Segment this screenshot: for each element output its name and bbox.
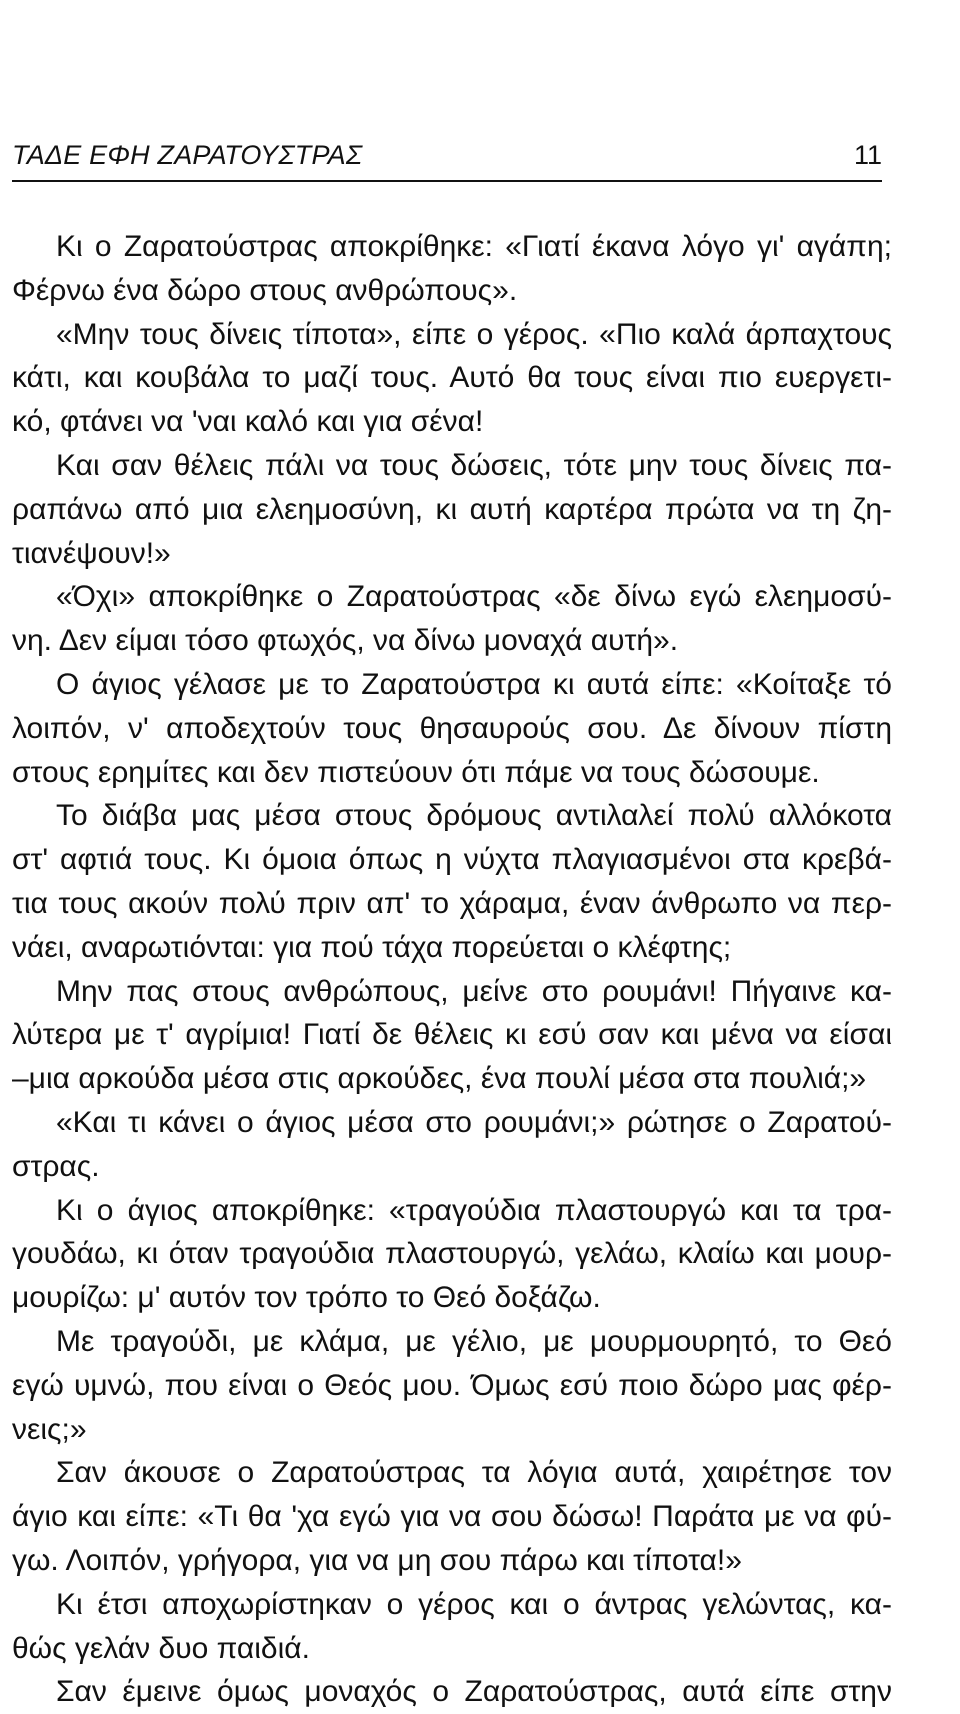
text-line: –μια αρκούδα μέσα στις αρκούδες, ένα πουλί μέσα στα πουλιά;» bbox=[12, 1062, 867, 1096]
text-line: στρας. bbox=[12, 1149, 100, 1183]
text-line: τιανέψουν!» bbox=[12, 536, 171, 570]
text-line: Ο άγιος γέλασε με το Ζαρατούστρα κι αυτά είπε: «Κοίταξε τό bbox=[56, 667, 892, 701]
text-line: Σαν άκουσε ο Ζαρατούστρας τα λόγια αυτά, χαιρέτησε τον bbox=[56, 1456, 892, 1490]
page-header bbox=[12, 140, 882, 182]
body-text bbox=[12, 225, 892, 1714]
text-line: Κι ο άγιος αποκρίθηκε: «τραγούδια πλαστουργώ και τα τρα- bbox=[56, 1193, 892, 1227]
text-line: τια τους ακούν πολύ πριν απ' το χάραμα, έναν άνθρωπο να περ- bbox=[12, 886, 892, 920]
text-line: Κι έτσι αποχωρίστηκαν ο γέρος και ο άντρας γελώντας, κα- bbox=[56, 1587, 892, 1621]
text-line: εγώ υμνώ, που είναι ο Θεός μου. Όμως εσύ ποιο δώρο μας φέρ- bbox=[12, 1368, 892, 1402]
text-line: «Όχι» αποκρίθηκε ο Ζαρατούστρας «δε δίνω εγώ ελεημοσύ- bbox=[56, 580, 892, 614]
text-line: Και σαν θέλεις πάλι να τους δώσεις, τότε μην τους δίνεις πα- bbox=[56, 448, 892, 482]
text-line: ραπάνω από μια ελεημοσύνη, κι αυτή καρτέρα πρώτα να τη ζη- bbox=[12, 492, 892, 526]
text-line: Μην πας στους ανθρώπους, μείνε στο ρουμάνι! Πήγαινε κα- bbox=[56, 974, 892, 1008]
page-number: 11 bbox=[853, 140, 882, 170]
text-line: «Και τι κάνει ο άγιος μέσα στο ρουμάνι;» ρώτησε ο Ζαρατού- bbox=[56, 1105, 892, 1139]
text-line: Κι ο Ζαρατούστρας αποκρίθηκε: «Γιατί έκανα λόγο γι' αγάπη; bbox=[56, 230, 892, 263]
running-head: ΤΑΔΕ ΕΦΗ ΖΑΡΑΤΟΥΣΤΡΑΣ bbox=[12, 140, 363, 170]
text-line: στ' αφτιά τους. Κι όμοια όπως η νύχτα πλαγιασμένοι στα κρεβά- bbox=[12, 843, 892, 877]
text-line: μουρίζω: μ' αυτόν τον τρόπο το Θεό δοξάζω. bbox=[12, 1281, 601, 1315]
text-line: Με τραγούδι, με κλάμα, με γέλιο, με μουρμουρητό, το Θεό bbox=[56, 1324, 892, 1358]
text-line: νάει, αναρωτιόνται: για πού τάχα πορεύεται ο κλέφτης; bbox=[12, 930, 732, 964]
text-line: Το διάβα μας μέσα στους δρόμους αντιλαλεί πολύ αλλόκοτα bbox=[56, 799, 892, 833]
text-line: Σαν έμεινε όμως μοναχός ο Ζαρατούστρας, αυτά είπε στην bbox=[56, 1675, 892, 1709]
text-line: άγιο και είπε: «Τι θα 'χα εγώ για να σου δώσω! Παράτα με να φύ- bbox=[12, 1500, 892, 1534]
text-line: λύτερα με τ' αγρίμια! Γιατί δε θέλεις κι εσύ σαν και μένα να είσαι bbox=[12, 1018, 892, 1052]
text-line: νη. Δεν είμαι τόσο φτωχός, να δίνω μοναχά αυτή». bbox=[12, 624, 679, 658]
text-line: λοιπόν, ν' αποδεχτούν τους θησαυρούς σου. Δε δίνουν πίστη bbox=[12, 711, 892, 745]
text-line: στους ερημίτες και δεν πιστεύουν ότι πάμε να τους δώσουμε. bbox=[12, 755, 820, 789]
text-line: γω. Λοιπόν, γρήγορα, για να μη σου πάρω και τίποτα!» bbox=[12, 1543, 742, 1577]
text-line: κό, φτάνει να 'ναι καλό και για σένα! bbox=[12, 405, 484, 439]
text-line: γουδάω, κι όταν τραγούδια πλαστουργώ, γελάω, κλαίω και μουρ- bbox=[12, 1237, 892, 1271]
text-line: νεις;» bbox=[12, 1412, 87, 1446]
text-line: θώς γελάν δυο παιδιά. bbox=[12, 1631, 310, 1665]
text-line: κάτι, και κουβάλα το μαζί τους. Αυτό θα τους είναι πιο ευεργετι- bbox=[12, 361, 892, 395]
text-line: «Μην τους δίνεις τίποτα», είπε ο γέρος. «Πιο καλά άρπαχτους bbox=[56, 317, 892, 351]
text-line: Φέρνω ένα δώρο στους ανθρώπους». bbox=[12, 273, 518, 307]
